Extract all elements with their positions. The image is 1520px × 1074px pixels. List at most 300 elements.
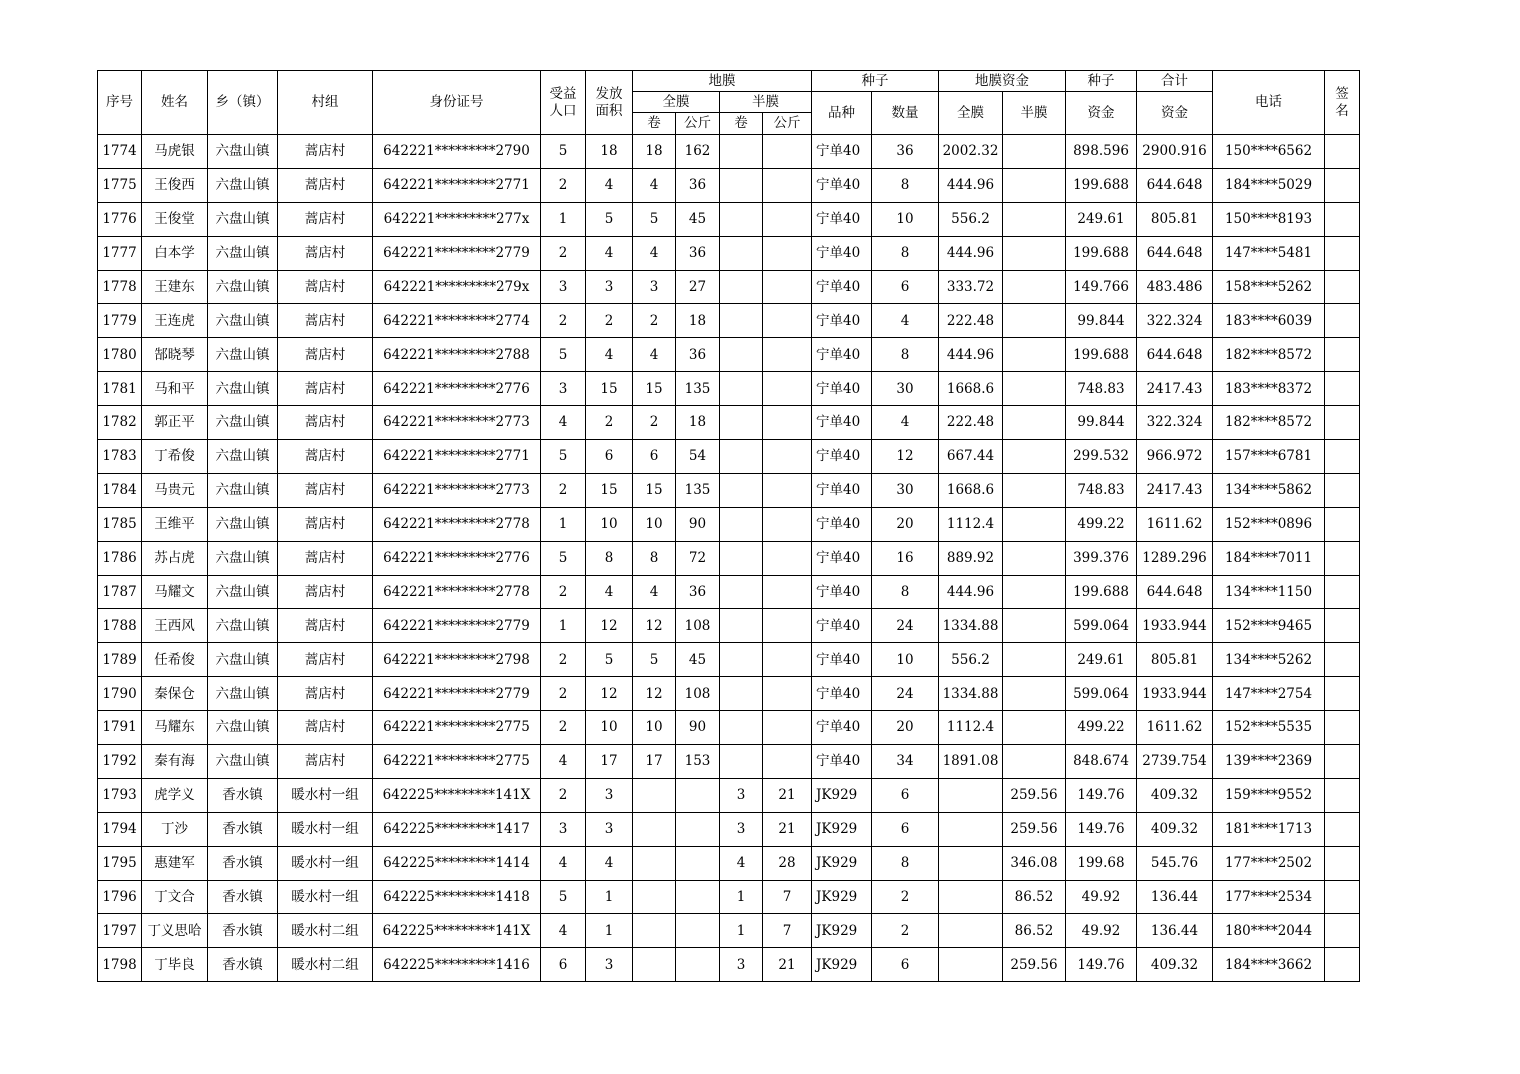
row-half-roll: [720, 135, 763, 169]
row-sign: [1325, 440, 1360, 474]
row-seed-fund: 199.68: [1066, 846, 1137, 880]
row-full-roll: [633, 812, 676, 846]
row-seq: 1778: [98, 270, 142, 304]
row-area: 1: [586, 914, 633, 948]
table-row: [98, 338, 1360, 372]
row-variety: JK929: [812, 914, 872, 948]
row-quantity: 8: [872, 575, 939, 609]
row-quantity: 6: [872, 270, 939, 304]
row-seq: 1785: [98, 507, 142, 541]
row-phone: 182****8572: [1213, 338, 1325, 372]
table-row: [98, 406, 1360, 440]
row-area: 3: [586, 778, 633, 812]
row-total: 409.32: [1137, 778, 1213, 812]
row-seed-fund: 748.83: [1066, 473, 1137, 507]
row-half-roll: [720, 372, 763, 406]
row-seq: 1788: [98, 609, 142, 643]
row-seq: 1792: [98, 745, 142, 779]
row-people: 2: [541, 575, 586, 609]
row-town: 香水镇: [208, 778, 278, 812]
row-sign: [1325, 745, 1360, 779]
row-seed-fund: 49.92: [1066, 914, 1137, 948]
row-variety: 宁单40: [812, 372, 872, 406]
row-phone: 157****6781: [1213, 440, 1325, 474]
row-seed-fund: 748.83: [1066, 372, 1137, 406]
header-sign: [1325, 71, 1360, 135]
row-full-kg: 135: [676, 372, 720, 406]
row-full-kg: 36: [676, 338, 720, 372]
row-half-fund: [1003, 440, 1066, 474]
row-village: 蒿店村: [278, 575, 373, 609]
row-sign: [1325, 372, 1360, 406]
row-total: 2900.916: [1137, 135, 1213, 169]
row-total: 1933.944: [1137, 609, 1213, 643]
row-people: 1: [541, 202, 586, 236]
row-half-roll: [720, 236, 763, 270]
row-half-roll: [720, 643, 763, 677]
row-seq: 1775: [98, 168, 142, 202]
row-people: 6: [541, 948, 586, 982]
table-row: [98, 609, 1360, 643]
row-full-roll: 3: [633, 270, 676, 304]
row-seq: 1795: [98, 846, 142, 880]
row-quantity: 4: [872, 406, 939, 440]
row-town: 六盘山镇: [208, 168, 278, 202]
header-full-film-fund: 全膜: [939, 92, 1003, 135]
row-name: 任希俊: [142, 643, 208, 677]
row-seq: 1784: [98, 473, 142, 507]
row-variety: JK929: [812, 812, 872, 846]
row-id-number: 642225*********1418: [373, 880, 541, 914]
row-half-fund: [1003, 609, 1066, 643]
row-total: 136.44: [1137, 880, 1213, 914]
row-town: 六盘山镇: [208, 236, 278, 270]
table-row: [98, 914, 1360, 948]
row-half-roll: 3: [720, 948, 763, 982]
row-total: 409.32: [1137, 948, 1213, 982]
row-total: 644.648: [1137, 338, 1213, 372]
row-people: 2: [541, 711, 586, 745]
row-total: 805.81: [1137, 643, 1213, 677]
row-area: 3: [586, 812, 633, 846]
row-half-roll: [720, 473, 763, 507]
row-phone: 152****0896: [1213, 507, 1325, 541]
row-variety: 宁单40: [812, 745, 872, 779]
row-total: 322.324: [1137, 406, 1213, 440]
row-half-kg: [763, 270, 812, 304]
row-total: 805.81: [1137, 202, 1213, 236]
distribution-table: [97, 70, 1360, 982]
header-area-text: 发放面积: [595, 85, 623, 119]
row-seq: 1776: [98, 202, 142, 236]
row-name: 郭正平: [142, 406, 208, 440]
row-name: 苏占虎: [142, 541, 208, 575]
row-phone: 134****1150: [1213, 575, 1325, 609]
row-id-number: 642221*********279x: [373, 270, 541, 304]
row-id-number: 642221*********2788: [373, 338, 541, 372]
row-seq: 1798: [98, 948, 142, 982]
row-quantity: 24: [872, 609, 939, 643]
row-sign: [1325, 507, 1360, 541]
table-row: [98, 643, 1360, 677]
header-half-film: 半膜: [720, 92, 812, 113]
row-sign: [1325, 236, 1360, 270]
row-phone: 180****2044: [1213, 914, 1325, 948]
row-full-fund: 1668.6: [939, 372, 1003, 406]
row-quantity: 20: [872, 711, 939, 745]
row-full-kg: 36: [676, 168, 720, 202]
row-sign: [1325, 948, 1360, 982]
row-seq: 1797: [98, 914, 142, 948]
row-full-kg: 90: [676, 711, 720, 745]
row-half-kg: [763, 304, 812, 338]
row-town: 六盘山镇: [208, 440, 278, 474]
row-total: 966.972: [1137, 440, 1213, 474]
row-total: 1611.62: [1137, 711, 1213, 745]
row-quantity: 36: [872, 135, 939, 169]
row-full-roll: 10: [633, 711, 676, 745]
row-quantity: 10: [872, 202, 939, 236]
row-quantity: 8: [872, 846, 939, 880]
row-id-number: 642221*********2779: [373, 609, 541, 643]
row-full-roll: 4: [633, 236, 676, 270]
row-village: 蒿店村: [278, 372, 373, 406]
row-village: 蒿店村: [278, 609, 373, 643]
row-full-roll: 10: [633, 507, 676, 541]
header-phone: 电话: [1213, 71, 1325, 135]
row-phone: 147****2754: [1213, 677, 1325, 711]
row-village: 蒿店村: [278, 236, 373, 270]
table-row: [98, 507, 1360, 541]
row-area: 15: [586, 372, 633, 406]
row-town: 香水镇: [208, 880, 278, 914]
row-id-number: 642221*********2779: [373, 677, 541, 711]
row-seq: 1791: [98, 711, 142, 745]
row-half-fund: [1003, 202, 1066, 236]
row-half-fund: [1003, 643, 1066, 677]
row-area: 4: [586, 575, 633, 609]
row-full-fund: [939, 778, 1003, 812]
header-sign-text: 签名: [1335, 85, 1349, 119]
row-people: 5: [541, 338, 586, 372]
row-people: 4: [541, 406, 586, 440]
row-sign: [1325, 338, 1360, 372]
row-quantity: 10: [872, 643, 939, 677]
row-quantity: 8: [872, 168, 939, 202]
row-seq: 1777: [98, 236, 142, 270]
row-half-roll: 1: [720, 914, 763, 948]
row-half-kg: [763, 677, 812, 711]
row-half-fund: [1003, 677, 1066, 711]
row-village: 蒿店村: [278, 202, 373, 236]
row-town: 六盘山镇: [208, 406, 278, 440]
row-half-kg: 7: [763, 880, 812, 914]
header-seed2: 种子: [1066, 71, 1137, 92]
row-area: 4: [586, 338, 633, 372]
header-quantity: 数量: [872, 92, 939, 135]
row-area: 18: [586, 135, 633, 169]
row-id-number: 642221*********2771: [373, 168, 541, 202]
row-full-fund: 222.48: [939, 304, 1003, 338]
row-half-kg: [763, 372, 812, 406]
row-seq: 1779: [98, 304, 142, 338]
row-variety: 宁单40: [812, 677, 872, 711]
row-total: 644.648: [1137, 575, 1213, 609]
row-name: 虎学义: [142, 778, 208, 812]
table-row: [98, 812, 1360, 846]
row-quantity: 34: [872, 745, 939, 779]
row-variety: 宁单40: [812, 168, 872, 202]
row-total: 1611.62: [1137, 507, 1213, 541]
row-total: 1933.944: [1137, 677, 1213, 711]
row-full-roll: 18: [633, 135, 676, 169]
row-area: 4: [586, 168, 633, 202]
row-half-kg: [763, 236, 812, 270]
row-half-kg: [763, 643, 812, 677]
row-half-roll: [720, 270, 763, 304]
row-half-fund: [1003, 473, 1066, 507]
row-town: 六盘山镇: [208, 202, 278, 236]
row-id-number: 642221*********2776: [373, 372, 541, 406]
row-half-roll: [720, 304, 763, 338]
row-half-kg: [763, 202, 812, 236]
row-full-roll: 2: [633, 304, 676, 338]
row-seq: 1796: [98, 880, 142, 914]
row-seq: 1793: [98, 778, 142, 812]
header-seed: 种子: [812, 71, 939, 92]
row-people: 3: [541, 372, 586, 406]
row-seed-fund: 599.064: [1066, 677, 1137, 711]
row-sign: [1325, 812, 1360, 846]
row-village: 蒿店村: [278, 440, 373, 474]
row-id-number: 642225*********1417: [373, 812, 541, 846]
table-row: [98, 541, 1360, 575]
row-phone: 184****7011: [1213, 541, 1325, 575]
row-half-kg: [763, 338, 812, 372]
row-seq: 1787: [98, 575, 142, 609]
row-area: 8: [586, 541, 633, 575]
row-name: 马贵元: [142, 473, 208, 507]
row-half-roll: [720, 507, 763, 541]
row-village: 暖水村二组: [278, 948, 373, 982]
row-full-roll: 12: [633, 677, 676, 711]
row-total: 2739.754: [1137, 745, 1213, 779]
row-town: 六盘山镇: [208, 338, 278, 372]
row-full-kg: [676, 846, 720, 880]
row-half-kg: [763, 440, 812, 474]
row-full-roll: 4: [633, 575, 676, 609]
row-town: 六盘山镇: [208, 609, 278, 643]
row-variety: 宁单40: [812, 338, 872, 372]
row-variety: 宁单40: [812, 711, 872, 745]
row-name: 丁文合: [142, 880, 208, 914]
row-half-kg: [763, 473, 812, 507]
row-village: 蒿店村: [278, 304, 373, 338]
row-id-number: 642221*********2798: [373, 643, 541, 677]
row-sign: [1325, 846, 1360, 880]
row-phone: 158****5262: [1213, 270, 1325, 304]
row-phone: 134****5262: [1213, 643, 1325, 677]
row-phone: 184****5029: [1213, 168, 1325, 202]
row-full-roll: [633, 880, 676, 914]
row-phone: 134****5862: [1213, 473, 1325, 507]
row-variety: 宁单40: [812, 202, 872, 236]
row-total: 1289.296: [1137, 541, 1213, 575]
row-town: 香水镇: [208, 914, 278, 948]
row-total: 409.32: [1137, 812, 1213, 846]
header-village: 村组: [278, 71, 373, 135]
table-row: [98, 880, 1360, 914]
row-town: 六盘山镇: [208, 304, 278, 338]
row-full-fund: 1334.88: [939, 609, 1003, 643]
row-half-roll: [720, 541, 763, 575]
row-name: 秦有海: [142, 745, 208, 779]
row-quantity: 6: [872, 778, 939, 812]
row-sign: [1325, 880, 1360, 914]
row-name: 白本学: [142, 236, 208, 270]
row-total: 136.44: [1137, 914, 1213, 948]
row-full-fund: 1668.6: [939, 473, 1003, 507]
row-variety: 宁单40: [812, 135, 872, 169]
row-people: 5: [541, 880, 586, 914]
row-half-fund: [1003, 304, 1066, 338]
row-sign: [1325, 609, 1360, 643]
row-phone: 177****2534: [1213, 880, 1325, 914]
row-name: 王俊堂: [142, 202, 208, 236]
row-full-fund: 1891.08: [939, 745, 1003, 779]
row-phone: 181****1713: [1213, 812, 1325, 846]
row-village: 暖水村一组: [278, 846, 373, 880]
row-people: 2: [541, 304, 586, 338]
row-quantity: 4: [872, 304, 939, 338]
row-name: 马虎银: [142, 135, 208, 169]
header-film: 地膜: [633, 71, 812, 92]
row-total: 644.648: [1137, 236, 1213, 270]
row-quantity: 6: [872, 812, 939, 846]
table-row: [98, 270, 1360, 304]
row-full-roll: 5: [633, 202, 676, 236]
row-variety: JK929: [812, 778, 872, 812]
row-village: 蒿店村: [278, 745, 373, 779]
row-quantity: 24: [872, 677, 939, 711]
row-full-fund: [939, 948, 1003, 982]
row-full-kg: [676, 880, 720, 914]
row-half-fund: [1003, 745, 1066, 779]
row-seed-fund: 149.766: [1066, 270, 1137, 304]
row-sign: [1325, 168, 1360, 202]
row-people: 4: [541, 745, 586, 779]
row-people: 2: [541, 236, 586, 270]
row-name: 王俊西: [142, 168, 208, 202]
row-id-number: 642221*********2779: [373, 236, 541, 270]
row-town: 六盘山镇: [208, 745, 278, 779]
row-name: 马和平: [142, 372, 208, 406]
row-village: 蒿店村: [278, 135, 373, 169]
row-id-number: 642221*********2778: [373, 507, 541, 541]
row-area: 4: [586, 846, 633, 880]
row-people: 2: [541, 778, 586, 812]
row-seed-fund: 898.596: [1066, 135, 1137, 169]
row-half-kg: 21: [763, 948, 812, 982]
row-half-kg: [763, 135, 812, 169]
header-half-kg: 公斤: [763, 113, 812, 135]
row-variety: 宁单40: [812, 473, 872, 507]
row-half-fund: 259.56: [1003, 778, 1066, 812]
row-sign: [1325, 406, 1360, 440]
row-village: 蒿店村: [278, 270, 373, 304]
row-full-kg: 18: [676, 406, 720, 440]
row-phone: 150****6562: [1213, 135, 1325, 169]
row-half-kg: 7: [763, 914, 812, 948]
row-variety: 宁单40: [812, 609, 872, 643]
row-half-roll: 1: [720, 880, 763, 914]
row-id-number: 642221*********2775: [373, 711, 541, 745]
table-row: [98, 575, 1360, 609]
row-town: 六盘山镇: [208, 575, 278, 609]
row-full-kg: 135: [676, 473, 720, 507]
row-area: 4: [586, 236, 633, 270]
row-full-kg: [676, 948, 720, 982]
row-full-roll: 4: [633, 168, 676, 202]
table-row: [98, 440, 1360, 474]
row-people: 3: [541, 812, 586, 846]
table-row: [98, 168, 1360, 202]
row-phone: 183****6039: [1213, 304, 1325, 338]
header-full-film: 全膜: [633, 92, 720, 113]
row-full-fund: 333.72: [939, 270, 1003, 304]
header-id: 身份证号: [373, 71, 541, 135]
row-name: 马耀文: [142, 575, 208, 609]
row-full-fund: 556.2: [939, 643, 1003, 677]
row-town: 香水镇: [208, 846, 278, 880]
row-area: 3: [586, 948, 633, 982]
row-people: 5: [541, 440, 586, 474]
row-total: 483.486: [1137, 270, 1213, 304]
row-half-roll: [720, 745, 763, 779]
row-half-kg: [763, 711, 812, 745]
row-people: 2: [541, 168, 586, 202]
row-full-fund: 444.96: [939, 575, 1003, 609]
row-people: 5: [541, 135, 586, 169]
table-row: [98, 846, 1360, 880]
row-people: 4: [541, 914, 586, 948]
table-row: [98, 473, 1360, 507]
row-half-kg: [763, 609, 812, 643]
row-full-fund: 889.92: [939, 541, 1003, 575]
row-full-kg: 108: [676, 677, 720, 711]
row-area: 10: [586, 711, 633, 745]
row-area: 5: [586, 202, 633, 236]
row-quantity: 8: [872, 338, 939, 372]
row-seed-fund: 249.61: [1066, 202, 1137, 236]
row-full-fund: 444.96: [939, 236, 1003, 270]
row-seq: 1790: [98, 677, 142, 711]
row-town: 六盘山镇: [208, 677, 278, 711]
row-phone: 177****2502: [1213, 846, 1325, 880]
row-half-roll: [720, 677, 763, 711]
row-variety: 宁单40: [812, 440, 872, 474]
row-name: 丁沙: [142, 812, 208, 846]
row-full-roll: 15: [633, 473, 676, 507]
row-half-fund: [1003, 372, 1066, 406]
row-village: 蒿店村: [278, 168, 373, 202]
row-half-fund: 346.08: [1003, 846, 1066, 880]
row-full-roll: 17: [633, 745, 676, 779]
row-phone: 150****8193: [1213, 202, 1325, 236]
row-people: 5: [541, 541, 586, 575]
row-full-roll: [633, 846, 676, 880]
row-quantity: 2: [872, 914, 939, 948]
